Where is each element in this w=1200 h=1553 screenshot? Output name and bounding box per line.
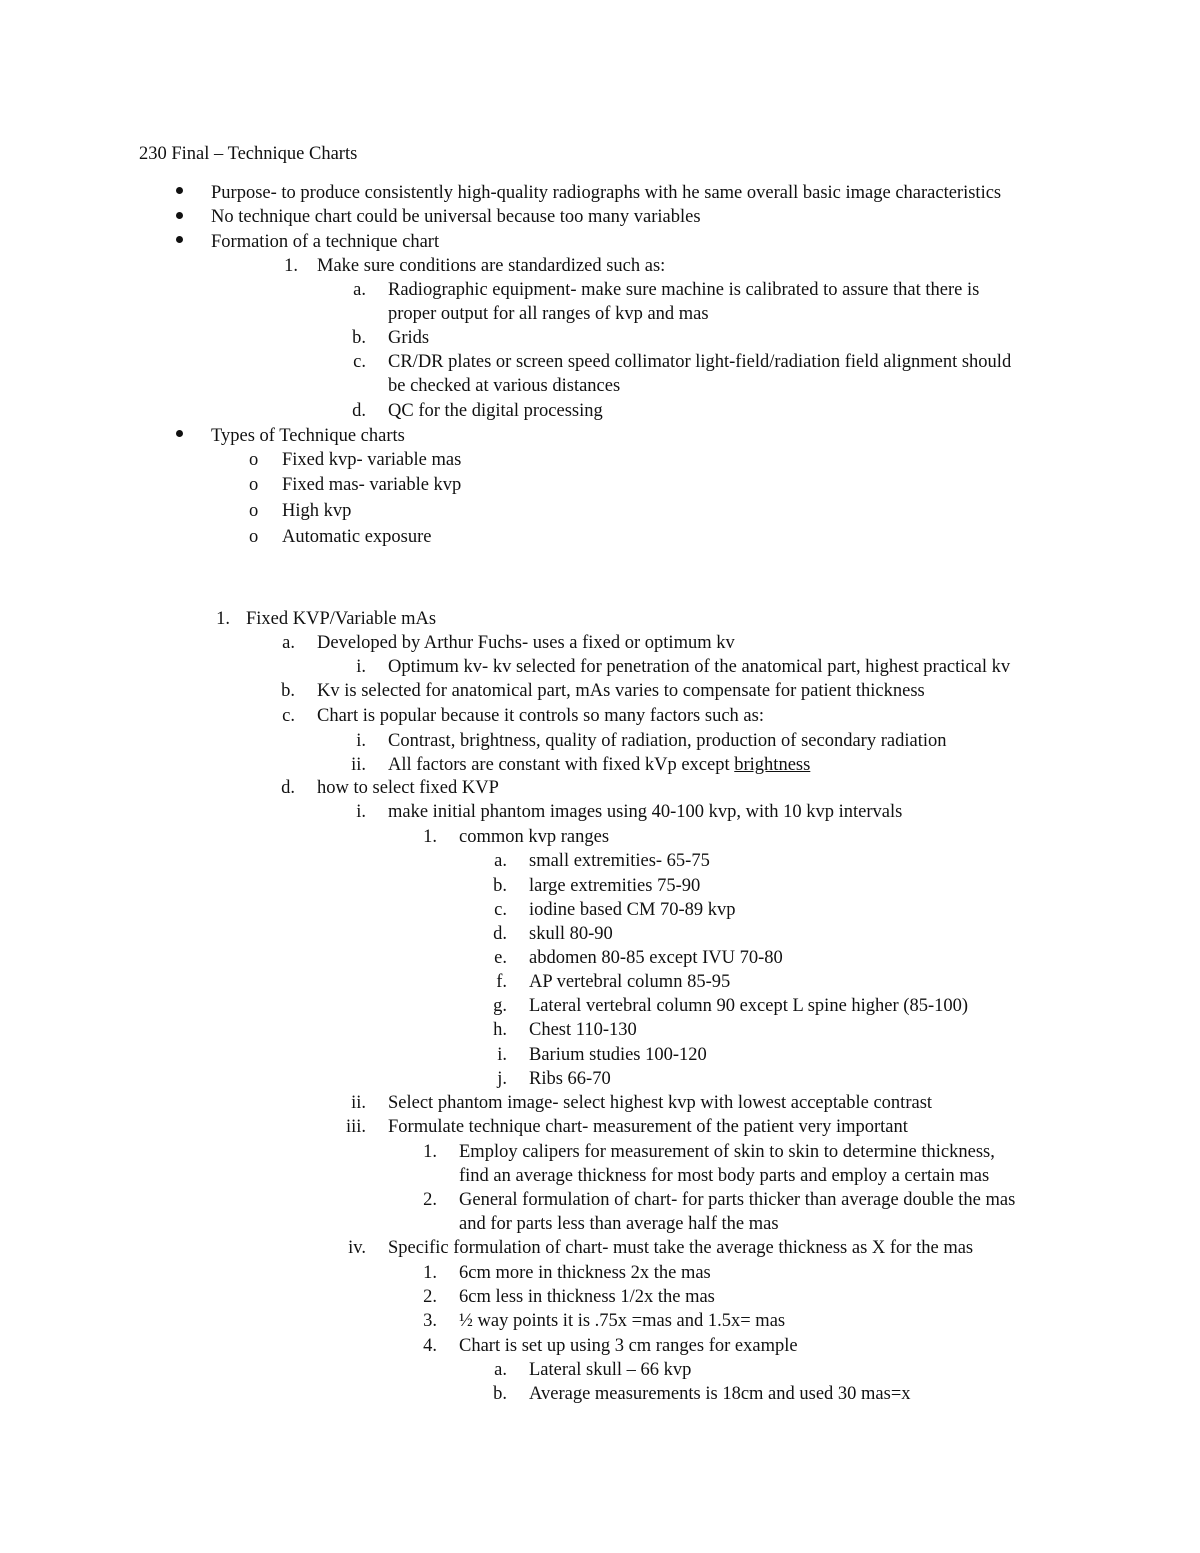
bullet-icon (176, 236, 183, 243)
list-item: CR/DR plates or screen speed collimator light-field/radiation field alignment should (388, 352, 1012, 372)
list-marker: 1. (284, 256, 298, 276)
list-item: Developed by Arthur Fuchs- uses a fixed or optimum kv (317, 633, 735, 653)
bullet-icon (176, 430, 183, 437)
list-item-continued: find an average thickness for most body parts and employ a certain mas (459, 1166, 990, 1186)
list-marker: b. (352, 328, 366, 348)
list-item: ½ way points it is .75x =mas and 1.5x= mas (459, 1311, 786, 1331)
list-marker: c. (282, 706, 295, 726)
list-item-continued: and for parts less than average half the mas (459, 1214, 779, 1234)
list-marker: i. (356, 802, 366, 822)
list-marker: b. (493, 876, 507, 896)
bullet-icon (176, 187, 183, 194)
document-title: 230 Final – Technique Charts (139, 144, 358, 164)
list-marker: f. (496, 972, 507, 992)
list-marker: c. (353, 352, 366, 372)
list-item-continued: proper output for all ranges of kvp and mas (388, 304, 709, 324)
list-marker: ii. (351, 1093, 366, 1113)
kvp-range-item: Barium studies 100-120 (529, 1045, 707, 1065)
list-item: 6cm less in thickness 1/2x the mas (459, 1287, 715, 1307)
list-marker: 1. (423, 827, 437, 847)
list-marker: iv. (348, 1238, 366, 1258)
kvp-range-item: skull 80-90 (529, 924, 613, 944)
list-marker: g. (493, 996, 507, 1016)
list-item: Fixed kvp- variable mas (282, 450, 462, 470)
list-item: how to select fixed KVP (317, 778, 499, 798)
bullet-no-universal: No technique chart could be universal because too many variables (211, 207, 701, 227)
list-item: General formulation of chart- for parts thicker than average double the mas (459, 1190, 1016, 1210)
list-item: QC for the digital processing (388, 401, 603, 421)
list-item: Optimum kv- kv selected for penetration of the anatomical part, highest practical kv (388, 657, 1011, 677)
kvp-range-item: large extremities 75-90 (529, 876, 701, 896)
list-marker: c. (494, 900, 507, 920)
list-item: Radiographic equipment- make sure machine is calibrated to assure that there is (388, 280, 980, 300)
list-marker: d. (493, 924, 507, 944)
list-item: 6cm more in thickness 2x the mas (459, 1263, 711, 1283)
kvp-range-item: Chest 110-130 (529, 1020, 637, 1040)
circle-bullet-icon: o (249, 501, 259, 521)
formation-step-1: Make sure conditions are standardized such as: (317, 256, 666, 276)
list-marker: b. (493, 1384, 507, 1404)
list-item: Grids (388, 328, 430, 348)
list-item: Average measurements is 18cm and used 30 mas=x (529, 1384, 911, 1404)
list-item: make initial phantom images using 40-100 kvp, with 10 kvp intervals (388, 802, 903, 822)
list-item: Kv is selected for anatomical part, mAs varies to compensate for patient thickness (317, 681, 925, 701)
underlined-word: brightness (734, 755, 811, 775)
list-marker: iii. (345, 1117, 366, 1137)
list-marker: e. (494, 948, 507, 968)
bullet-purpose: Purpose- to produce consistently high-quality radiographs with he same overall basic image characteristics (211, 183, 1002, 203)
list-marker: 2. (423, 1190, 437, 1210)
list-marker: 1. (423, 1263, 437, 1283)
list-item: Automatic exposure (282, 527, 432, 547)
kvp-range-item: abdomen 80-85 except IVU 70-80 (529, 948, 783, 968)
list-item: Fixed mas- variable kvp (282, 475, 462, 495)
list-marker: a. (494, 851, 507, 871)
list-marker: b. (281, 681, 295, 701)
kvp-range-item: AP vertebral column 85-95 (529, 972, 731, 992)
circle-bullet-icon: o (249, 450, 259, 470)
list-item: Specific formulation of chart- must take the average thickness as X for the mas (388, 1238, 974, 1258)
list-item-continued: be checked at various distances (388, 376, 621, 396)
kvp-range-item: Ribs 66-70 (529, 1069, 611, 1089)
list-marker: i. (497, 1045, 507, 1065)
list-marker: 3. (423, 1311, 437, 1331)
list-marker: 2. (423, 1287, 437, 1307)
list-marker: 1. (216, 609, 230, 629)
list-item: Formulate technique chart- measurement of the patient very important (388, 1117, 908, 1137)
section-heading: Fixed KVP/Variable mAs (246, 609, 437, 629)
circle-bullet-icon: o (249, 527, 259, 547)
list-item: Contrast, brightness, quality of radiation, production of secondary radiation (388, 731, 947, 751)
list-marker: a. (282, 633, 295, 653)
list-marker: h. (493, 1020, 507, 1040)
list-marker: a. (494, 1360, 507, 1380)
circle-bullet-icon: o (249, 475, 259, 495)
kvp-range-item: iodine based CM 70-89 kvp (529, 900, 736, 920)
list-item (388, 753, 810, 777)
list-marker: j. (497, 1069, 507, 1089)
list-item: Chart is set up using 3 cm ranges for example (459, 1336, 798, 1356)
list-marker: d. (352, 401, 366, 421)
list-marker: d. (281, 778, 295, 798)
list-marker: ii. (351, 755, 366, 775)
list-item: Select phantom image- select highest kvp with lowest acceptable contrast (388, 1093, 933, 1113)
list-item-text: All factors are constant with fixed kVp except (388, 755, 735, 775)
bullet-icon (176, 212, 183, 219)
list-item: Employ calipers for measurement of skin to skin to determine thickness, (459, 1142, 995, 1162)
kvp-range-item: small extremities- 65-75 (529, 851, 710, 871)
list-marker: a. (353, 280, 366, 300)
list-marker: 4. (423, 1336, 437, 1356)
list-item: Chart is popular because it controls so many factors such as: (317, 706, 764, 726)
list-item: High kvp (282, 501, 352, 521)
list-marker: i. (356, 731, 366, 751)
bullet-formation: Formation of a technique chart (211, 232, 440, 252)
list-item: common kvp ranges (459, 827, 610, 847)
list-marker: i. (356, 657, 366, 677)
kvp-range-item: Lateral vertebral column 90 except L spine higher (85-100) (529, 996, 969, 1016)
list-marker: 1. (423, 1142, 437, 1162)
list-item: Lateral skull – 66 kvp (529, 1360, 692, 1380)
bullet-types: Types of Technique charts (211, 426, 405, 446)
